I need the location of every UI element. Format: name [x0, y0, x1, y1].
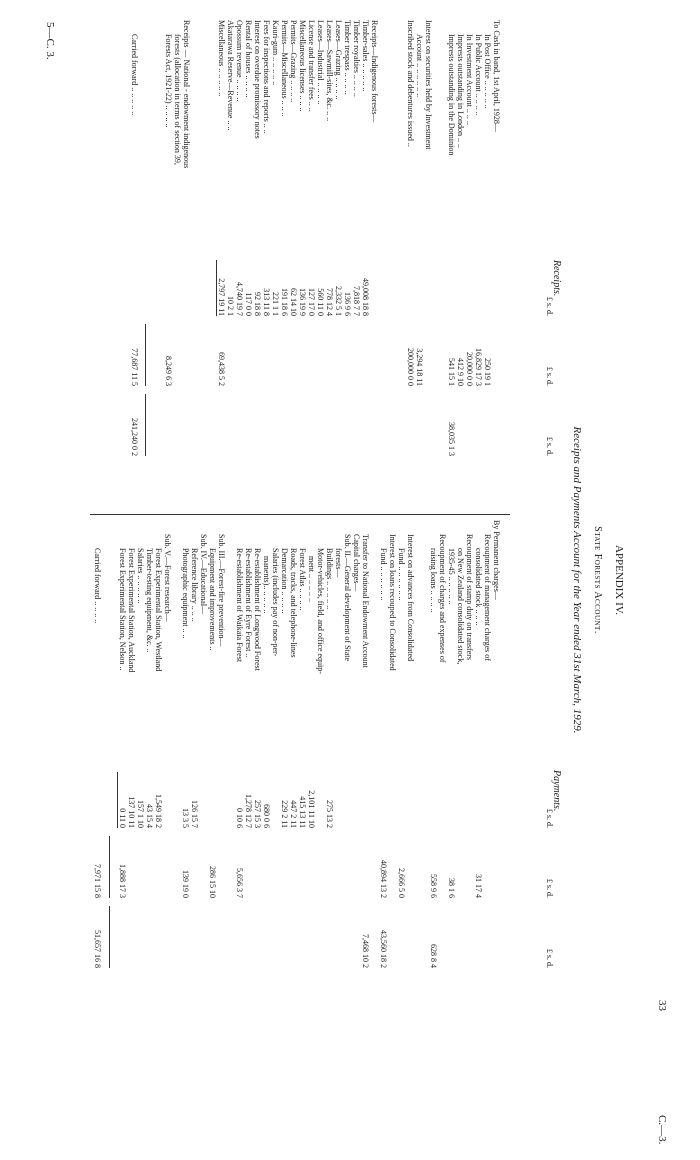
payment-label: Carried forward .. .. .. ..: [93, 548, 102, 624]
page-code: C.—3.: [656, 1115, 668, 1145]
payment-label: Reference library .. .. ..: [190, 548, 199, 622]
rec-total-rule-2: [145, 394, 146, 456]
payment-amount-col3: 628 8 4: [429, 944, 438, 968]
payment-amount-col1: 447 2 11: [289, 800, 298, 828]
payment-amount-col1: 137 10 11: [127, 796, 136, 828]
payments-heading: Payments.: [551, 770, 562, 812]
payment-label: consolidated stock .. .. ..: [474, 548, 483, 626]
receipt-amount-col1: 313 11 8: [262, 288, 271, 316]
payment-label: Recoupment of management charges of: [483, 534, 492, 661]
payment-amount-col1: 1,278 12 7: [244, 794, 253, 828]
payment-label: Capital charges—: [352, 534, 361, 592]
receipt-amount-col1: 191 18 6: [280, 288, 289, 316]
payment-amount-col2: 40,894 13 2: [379, 860, 388, 898]
receipt-label: In Post Office .. .. .. .. ..: [483, 34, 492, 109]
payment-label: Roads, tracks, and telephone-lines: [289, 548, 298, 658]
receipt-label: To Cash in band, 1st April, 1928—: [492, 20, 501, 132]
payment-label: Forest Experimental Station, Auckland: [127, 548, 136, 673]
rec-col1-head: £ s. d.: [545, 296, 554, 316]
payment-amount-col1: 680 0 6: [262, 804, 271, 828]
receipt-amount-col3: 38,035 1 3: [447, 422, 456, 456]
receipt-label: Leases—Grazing .. .. .. ..: [334, 20, 343, 100]
payment-label: Sub. IV.—Educational—: [199, 534, 208, 615]
payment-amount-col3: 43,560 18 2: [379, 930, 388, 968]
payment-label: Recoupment of charges and expenses of: [438, 534, 447, 663]
receipt-amount-col1: 136 19 9: [298, 288, 307, 316]
payment-amount-col3: 51,657 16 8: [93, 930, 102, 968]
bottom-code: 5—C. 3.: [44, 22, 56, 60]
payment-amount-col1: 0 10 6: [235, 808, 244, 828]
receipt-amount-col1: 778 12 4: [325, 288, 334, 316]
receipt-amount-col1: 221 1 1: [271, 292, 280, 316]
receipt-label: Miscellaneous licenses .. .. ..: [298, 20, 307, 112]
payment-amount-col2: 2,666 5 0: [397, 868, 406, 898]
payment-amount-col1: 43 15 4: [145, 804, 154, 828]
payment-label: Equipment and improvements ..: [208, 548, 217, 651]
payment-label: Interest on advances from Consolidated: [406, 534, 415, 662]
payment-label: Re-establishment of Eyre Forest ..: [244, 548, 253, 658]
payment-label: Re-establishment of Waikaia Forest: [235, 548, 244, 663]
receipt-amount-col1: 127 17 0: [307, 288, 316, 316]
receipt-amount-col3: 241,240 0 2: [130, 418, 139, 456]
appendix-title: APPENDIX IV.: [613, 544, 625, 616]
pay-col1-head: £ s. d.: [545, 808, 554, 828]
receipt-amount-col2: 250 19 1: [483, 358, 492, 386]
payment-amount-col1: 1,549 18 2: [154, 794, 163, 828]
payment-amount-col2: 31 17 4: [474, 874, 483, 898]
receipt-label: Interest on securities held by Investment: [424, 20, 433, 150]
receipt-amount-col2: 16,829 17 3: [474, 348, 483, 386]
receipt-label: Timber royalties .. .. .. ..: [352, 20, 361, 97]
payment-label: Salaries (includes pay of non-per-: [271, 548, 280, 657]
payment-amount-col2: 286 15 10: [208, 866, 217, 898]
receipt-label: Inscribed stock and debentures issued ..: [406, 20, 415, 147]
payment-amount-col2: 7,971 15 8: [93, 864, 102, 898]
receipt-label: Timber trespass .. .. .. ..: [343, 20, 352, 95]
receipt-label: Permits—Miscellaneous .. .. ..: [280, 20, 289, 117]
payment-label: Buildings .. .. .. .. ..: [325, 548, 334, 610]
receipt-amount-col1: 117 0 0: [244, 292, 253, 316]
payment-amount-col1: 0 11 0: [118, 808, 127, 828]
receipt-label: License and transfer fees .. ..: [307, 20, 316, 112]
receipt-label: Leases—Sawmill-sites, &c. .. ..: [325, 20, 334, 122]
payment-amount-col1: 229 2 11: [280, 800, 289, 828]
receipt-amount-col1: 4,740 19 7: [235, 282, 244, 316]
payment-label: manents).. .. .. .. ..: [262, 556, 271, 614]
payment-label: Interest on loans recouped to Consolidated: [388, 534, 397, 671]
payment-label: Demarcation .. .. .. ..: [280, 548, 289, 614]
receipt-amount-col2: 3,294 18 11: [415, 348, 424, 386]
payment-amount-col2: 558 9 6: [429, 874, 438, 898]
receipt-label: Receipts—Indigenous forests—: [370, 20, 379, 123]
receipt-label: Permits—Grazing .. .. .. ..: [289, 20, 298, 103]
payment-label: 1935-45 .. .. .. .. ..: [447, 548, 456, 605]
payment-label: on New Zealand consolidated stock,: [456, 548, 465, 665]
receipt-amount-col1: 10 2 1: [226, 296, 235, 316]
receipt-amount-col1: 2,797 19 11: [217, 278, 226, 316]
payment-label: forests—: [334, 548, 343, 578]
receipt-amount-col1: 49,008 18 8: [361, 278, 370, 316]
receipt-label: Account .. .. .. .. .. ..: [415, 34, 424, 98]
receipt-label: Rental of houses .. .. .. ..: [244, 20, 253, 98]
payment-amount-col2: 139 19 0: [181, 870, 190, 898]
receipt-label: Miscellaneous .. .. .. .. ..: [217, 20, 226, 97]
receipt-label: Akatarawa Reserve—Revenue .. ..: [226, 20, 235, 131]
account-title: State Forests Account.: [592, 526, 603, 634]
payment-label: Sub. II.—General development of State: [343, 534, 352, 662]
payment-amount-col2: 1,888 17 3: [118, 864, 127, 898]
receipt-label: In Public Account .. .. .. ..: [474, 34, 483, 116]
receipt-amount-col2: 20,000 0 0: [465, 352, 474, 386]
payment-label: ment .. .. .. .. ..: [307, 556, 316, 602]
rec-col2-head: £ s. d.: [545, 366, 554, 386]
pay-subtotal-rule: [117, 772, 118, 828]
statement-subtitle: Receipts and Payments Account for the Year ended 31st March, 1929.: [571, 426, 583, 734]
payment-label: By Permanent charges—: [492, 520, 501, 600]
payment-amount-col1: 415 13 11: [298, 796, 307, 828]
payment-amount-col1: 13 3 5: [181, 808, 190, 828]
receipt-amount-col1: 136 9 6: [343, 292, 352, 316]
pay-total-rule: [109, 836, 110, 898]
receipt-amount-col1: 7,818 7 7: [352, 286, 361, 316]
receipt-label: Leases—Industrial .. .. .. ..: [316, 20, 325, 105]
receipt-label: Receipts — National - endowment indigenous: [182, 20, 191, 169]
receipt-label: Fees for inspections and reports .. ..: [262, 20, 271, 134]
column-divider: [90, 514, 510, 515]
receipt-amount-col2: 8,249 6 3: [164, 356, 173, 386]
receipt-label: Imprests outstanding in London .. ..: [456, 34, 465, 148]
receipt-label: Imprests outstanding in the Dominion: [447, 34, 456, 156]
payment-label: Sub. III.—Forest-fire prevention—: [217, 534, 226, 647]
payment-label: Forest Experimental Station, Nelson ..: [118, 548, 127, 671]
payment-label: Motor-vehicles, field, and office equip-: [316, 548, 325, 674]
payment-label: Fund .. .. .. .. .. ..: [397, 548, 406, 601]
receipt-amount-col2: 541 15 1: [447, 358, 456, 386]
payment-label: Re-establishment of Longwood Forest: [253, 548, 262, 671]
receipt-amount-col2: 200,000 0 0: [406, 348, 415, 386]
receipt-label: forests (allocation in terms of section 39,: [173, 34, 182, 165]
receipt-amount-col1: 92 18 8: [253, 292, 262, 316]
pay-col3-head: £ s. d.: [545, 948, 554, 968]
payment-label: Timber-testing equipment, &c. ..: [145, 548, 154, 653]
payment-amount-col1: 275 13 2: [325, 800, 334, 828]
payment-amount-col3: 7,468 10 2: [361, 934, 370, 968]
receipt-amount-col1: 2,332 5 1: [334, 286, 343, 316]
payment-amount-col1: 257 15 3: [253, 800, 262, 828]
payment-label: Fund .. .. .. .. .. ..: [379, 548, 388, 601]
receipt-amount-col2: 412 9 10: [456, 358, 465, 386]
receipt-label: Timber-sales .. .. .. .. ..: [361, 20, 370, 92]
receipt-label: Forests Act, 1921-22) .. .. .. ..: [164, 34, 173, 128]
pay-col2-head: £ s. d.: [545, 878, 554, 898]
payment-label: Recoupment of stamp duty on transfers: [465, 534, 474, 660]
receipt-amount-col2: 69,438 5 2: [217, 352, 226, 386]
rec-col3-head: £ s. d.: [545, 436, 554, 456]
page-number: 33: [656, 1000, 668, 1011]
receipt-amount-col1: 560 11 0: [316, 288, 325, 316]
payment-amount-col1: 2,101 11 10: [307, 790, 316, 828]
payment-label: Transfer to National Endowment Account: [361, 534, 370, 668]
receipt-label: Kauri-gum .. .. .. .. ..: [271, 20, 280, 86]
payment-label: Forest Atlas .. .. .. ..: [298, 548, 307, 611]
payment-label: raising loans .. .. .. ..: [429, 548, 438, 613]
receipt-amount-col1: 62 14 10: [289, 288, 298, 316]
payment-label: Sub. V.—Forest research—: [163, 534, 172, 622]
pay-total-rule-2: [109, 906, 110, 968]
receipt-label: Opossum revenue .. .. .. ..: [235, 20, 244, 102]
payment-label: Photographic equipment .. ..: [181, 548, 190, 639]
payment-amount-col2: 38 1 6: [447, 878, 456, 898]
receipt-label: Carried forward .. .. .. .. ..: [130, 34, 139, 116]
payment-amount-col1: 126 15 7: [190, 800, 199, 828]
rec-total-rule: [145, 324, 146, 386]
receipt-label: In Investment Account .. .. ..: [465, 34, 474, 125]
receipt-label: Interest on overdue promissory notes: [253, 20, 262, 139]
receipts-heading: Receipts.: [551, 260, 562, 297]
payment-amount-col1: 157 1 10: [136, 800, 145, 828]
receipt-amount-col2: 77,687 11 5: [130, 348, 139, 386]
payment-label: Forest Experimental Station, Westland: [154, 548, 163, 672]
payment-amount-col2: 5,656 3 7: [235, 868, 244, 898]
rec-subtotal-rule: [216, 260, 217, 316]
payment-label: Salaries .. .. .. .. ..: [136, 548, 145, 604]
